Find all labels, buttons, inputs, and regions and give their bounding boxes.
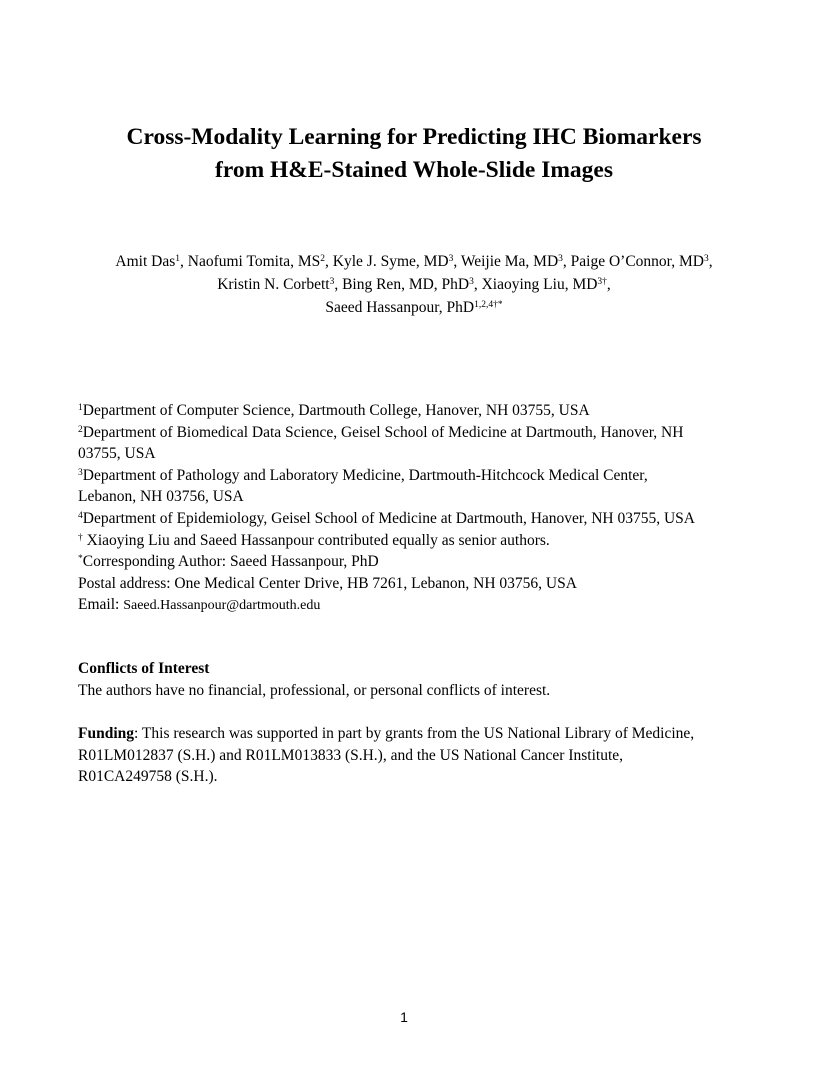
affiliation-3-continued: Lebanon, NH 03756, USA xyxy=(78,488,244,506)
affiliation-1 xyxy=(78,400,768,422)
author-name: , Paige O’Connor, MD xyxy=(562,253,704,270)
author-name: , Naofumi Tomita, MS xyxy=(180,253,321,270)
affiliation-number: 4 xyxy=(78,510,83,521)
funding-line-1 xyxy=(78,723,768,745)
funding-section xyxy=(78,723,768,788)
affiliations-block xyxy=(78,400,768,617)
funding-line-3: R01CA249758 (S.H.). xyxy=(78,768,218,786)
affiliation-marker: 3 xyxy=(448,254,454,264)
affiliation-marker: 1,2,4†* xyxy=(474,300,503,310)
affiliation-text: Department of Computer Science, Dartmouth College, Hanover, NH 03755, USA xyxy=(82,402,590,419)
equal-contribution-note xyxy=(78,530,768,552)
funding-label: Funding xyxy=(78,725,135,742)
title-line-1: Cross-Modality Learning for Predicting IHC Biomarkers xyxy=(126,124,702,150)
author-separator: , xyxy=(606,276,611,293)
affiliation-number: 1 xyxy=(78,403,83,413)
author-separator: , xyxy=(708,253,713,270)
note-text: Corresponding Author: Saeed Hassanpour, PhD xyxy=(82,553,379,571)
affiliation-marker: 1 xyxy=(175,254,180,264)
author-name: , Xiaoying Liu, MD xyxy=(473,276,598,293)
affiliation-number: 2 xyxy=(78,424,83,435)
affiliation-2 xyxy=(78,422,768,444)
email-label: Email: xyxy=(78,596,124,614)
email-address: Saeed.Hassanpour@dartmouth.edu xyxy=(123,598,321,614)
author-list xyxy=(40,250,788,319)
affiliation-marker: 3 xyxy=(329,277,335,287)
author-name: , Bing Ren, MD, PhD xyxy=(334,276,470,293)
author-name: Kristin N. Corbett xyxy=(217,276,330,293)
author-line-1 xyxy=(40,250,788,273)
conflicts-heading: Conflicts of Interest xyxy=(78,660,210,677)
conflicts-section xyxy=(78,658,768,701)
affiliation-text: Department of Pathology and Laboratory Medicine, Dartmouth-Hitchcock Medical Center, xyxy=(82,466,648,484)
affiliation-2-continued: 03755, USA xyxy=(78,445,156,463)
conflicts-text: The authors have no financial, professional, or personal conflicts of interest. xyxy=(78,681,551,699)
asterisk-marker: * xyxy=(78,554,83,565)
affiliation-marker: 3 xyxy=(703,254,709,264)
affiliation-number: 3 xyxy=(78,467,83,478)
author-name: , Kyle J. Syme, MD xyxy=(325,253,449,270)
affiliation-4 xyxy=(78,508,768,530)
email-line xyxy=(78,594,768,617)
affiliation-3 xyxy=(78,465,768,487)
affiliation-marker: 3 xyxy=(469,277,474,287)
affiliation-marker: 2 xyxy=(320,254,326,264)
note-text: Xiaoying Liu and Saeed Hassanpour contributed equally as senior authors. xyxy=(82,531,550,549)
dagger-marker: † xyxy=(78,532,83,543)
corresponding-author-note xyxy=(78,551,768,573)
funding-text: : This research was supported in part by grants from the US National Library of Medicine, xyxy=(134,725,695,742)
affiliation-text: Department of Epidemiology, Geisel School of Medicine at Dartmouth, Hanover, NH 03755, USA xyxy=(82,509,695,527)
affiliation-marker: 3 xyxy=(558,254,563,264)
author-line-2 xyxy=(40,273,788,296)
paper-title xyxy=(60,121,768,187)
postal-address: Postal address: One Medical Center Drive, HB 7261, Lebanon, NH 03756, USA xyxy=(78,574,577,592)
page-number: 1 xyxy=(400,1009,408,1025)
funding-line-2: R01LM012837 (S.H.) and R01LM013833 (S.H.), and the US National Cancer Institute, xyxy=(78,746,624,764)
author-name: Amit Das xyxy=(115,253,176,270)
author-name: Saeed Hassanpour, PhD xyxy=(325,299,475,316)
title-line-2: from H&E-Stained Whole-Slide Images xyxy=(215,157,613,183)
author-line-3 xyxy=(40,296,788,319)
affiliation-marker: 3† xyxy=(597,277,607,287)
affiliation-text: Department of Biomedical Data Science, Geisel School of Medicine at Dartmouth, Hanover, NH xyxy=(82,423,684,441)
author-name: , Weijie Ma, MD xyxy=(453,253,559,270)
